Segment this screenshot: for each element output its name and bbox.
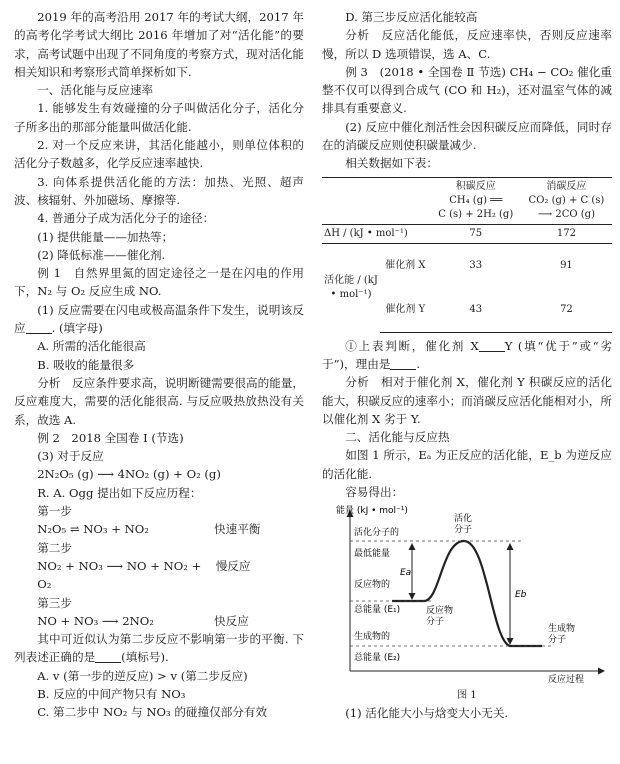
point-4b: (2) 降低标准——催化剂.	[37, 247, 166, 262]
eb-label-fig: Eb	[515, 590, 527, 601]
data-table	[322, 177, 612, 333]
option-d: D. 第三步反应活化能较高	[345, 10, 478, 24]
point-2: 2. 对一个反应来讲，其活化能越小，则单位体积的活化分子数越多，化学反应速率越快.	[14, 138, 304, 171]
option-b: B. 反应的中间产物只有 NO₃	[37, 686, 186, 701]
col-2-eq-b: ⟶ 2CO (g)	[537, 208, 595, 220]
conclusion-1: (1) 活化能大小与焓变大小无关.	[345, 706, 509, 721]
reactant-total-1: 反应物的	[354, 580, 391, 591]
step-2-label: 第二步	[37, 540, 72, 555]
col-2-eq-a: CO₂ (g) + C (s)	[528, 194, 605, 206]
example-1: 例 1 自然界里氮的固定途径之一是在闪电的作用下，N₂ 与 O₂ 反应生成 NO.	[14, 266, 304, 299]
product-mol-2: 分子	[548, 635, 567, 646]
left-column	[14, 8, 304, 722]
reactant-total-2: 总能量 (E₁)	[354, 605, 401, 616]
point-4: 4. 普通分子成为活化分子的途径：	[37, 211, 215, 226]
easy-derived: 容易得出：	[345, 485, 404, 500]
step-3-row: NO + NO₃ ⟶ 2NO₂ 快反应	[37, 613, 249, 628]
right-column	[322, 8, 612, 723]
lowest-label-1: 活化分子的	[354, 528, 400, 539]
table-intro: 相关数据如下表：	[345, 156, 438, 171]
example-1-option-a: A. 所需的活化能很高	[37, 339, 146, 354]
answer-blank	[390, 357, 416, 370]
figure-description: 如图 1 所示，Eₐ 为正反应的活化能，E_b 为逆反应的活化能.	[322, 448, 612, 481]
figure-caption: 图 1	[457, 690, 477, 702]
example-1-analysis: 分析 反应条件要求高，说明断键需要很高的能量，反应难度大，需要的活化能很高. 与反应吸热放热没有关系，故选 A.	[14, 375, 304, 427]
example-3-question: (2) 反应中催化剂活性会因积碳反应而降低，同时存在的消碳反应则使积碳量减少.	[322, 119, 612, 153]
catalyst-x-label: 催化剂 X	[380, 243, 431, 288]
step-2-row: NO₂ + NO₃ ⟶ NO + NO₂ + O₂ 慢反应	[37, 558, 251, 592]
step-1-row: N₂O₅ ⇌ NO₃ + NO₂ 快速平衡	[37, 522, 261, 537]
dh-value-2: 172	[521, 224, 612, 243]
step-1-label: 第一步	[37, 504, 72, 519]
ea-label: 活化能 / (kJ • mol⁻¹)	[322, 243, 380, 332]
active-label-2: 分子	[454, 525, 473, 536]
catalyst-y-label: 催化剂 Y	[380, 288, 431, 333]
point-3: 3. 向体系提供活化能的方法：加热、光照、超声波、核辐射、外加磁场、摩擦等.	[14, 174, 304, 207]
x-axis-label: 反应过程	[548, 675, 585, 684]
product-total-2: 总能量 (E₂)	[354, 653, 401, 664]
y-value-2: 72	[521, 288, 612, 333]
energy-diagram	[322, 501, 612, 683]
analysis-2: 分析 反应活化能低，反应速率快，否则反应速率慢，所以 D 选项错误，选 A、C.	[322, 28, 612, 61]
ogg-mechanism: R. A. Ogg 提出如下反应历程：	[37, 485, 202, 500]
step-3-label: 第三步	[37, 595, 72, 610]
col-1-title: 积碳反应	[455, 180, 496, 192]
equation-1: 2N₂O₅ (g) ⟶ 4NO₂ (g) + O₂ (g)	[37, 467, 221, 482]
point-4a: (1) 提供能量——加热等；	[37, 229, 174, 244]
example-2-question: (3) 对于反应	[37, 449, 104, 464]
example-2: 例 2 2018 全国卷 Ⅰ (节选)	[37, 430, 184, 445]
y-value-1: 43	[431, 288, 521, 333]
answer-blank	[26, 321, 52, 334]
x-value-1: 33	[431, 243, 521, 288]
section-heading-2: 二、活化能与反应热	[345, 430, 450, 445]
example-1-question: (1) 反应需要在闪电或极高温条件下发生，说明该反应 . (填字母)	[14, 302, 304, 336]
analysis-3: 分析 相对于催化剂 X，催化剂 Y 积碳反应的活化能大，积碳反应的速率小；而消碳反应活化能相对小，所以催化剂 X 劣于 Y.	[322, 375, 612, 426]
product-mol-1: 生成物	[548, 624, 576, 635]
option-a: A. v (第一步的逆反应) > v (第二步反应)	[37, 668, 248, 683]
answer-blank	[95, 650, 121, 663]
ea-label-fig: Ea	[400, 568, 412, 579]
option-c: C. 第二步中 NO₂ 与 NO₃ 的碰撞仅部分有效	[37, 705, 268, 720]
answer-blank	[479, 339, 505, 352]
reactant-mol-1: 反应物	[426, 606, 454, 617]
question-1: ①上表判断，催化剂 X Y (填“优于”或“劣于”)，理由是 .	[322, 338, 612, 371]
lowest-label-2: 最低能量	[354, 549, 391, 560]
col-2-title: 消碳反应	[546, 180, 587, 192]
product-total-1: 生成物的	[354, 632, 391, 643]
section-heading-1: 一、活化能与反应速率	[37, 83, 154, 98]
example-1-option-b: B. 吸收的能量很多	[37, 357, 135, 372]
intro-paragraph: 2019 年的高考沿用 2017 年的考试大纲，2017 年的高考化学考试大纲比 2016 年增加了对“活化能”的要求，高考试题中出现了不同角度的考察方式，现对活化能相关知识和考察形式简单探析如下.	[14, 10, 304, 79]
example-2-claim: 其中可近似认为第二步反应不影响第一步的平衡. 下列表述正确的是 (填标号).	[14, 632, 304, 665]
col-1-eq-b: C (s) + 2H₂ (g)	[438, 208, 514, 220]
dh-label: ΔH / (kJ • mol⁻¹)	[322, 224, 431, 243]
example-3: 例 3 (2018 • 全国卷 Ⅱ 节选) CH₄ − CO₂ 催化重整不仅可以得到合成气 (CO 和 H₂)，还对温室气体的减排具有重要意义.	[322, 64, 612, 116]
y-axis-label: 能量 (kJ • mol⁻¹)	[336, 506, 408, 517]
reactant-mol-2: 分子	[426, 617, 445, 628]
point-1: 1. 能够发生有效碰撞的分子叫做活化分子，活化分子所多出的那部分能量叫做活化能.	[14, 101, 304, 134]
dh-value-1: 75	[431, 224, 521, 243]
active-label: 活化	[454, 514, 473, 525]
col-1-eq-a: CH₄ (g) ══	[449, 194, 503, 206]
x-value-2: 91	[521, 243, 612, 288]
